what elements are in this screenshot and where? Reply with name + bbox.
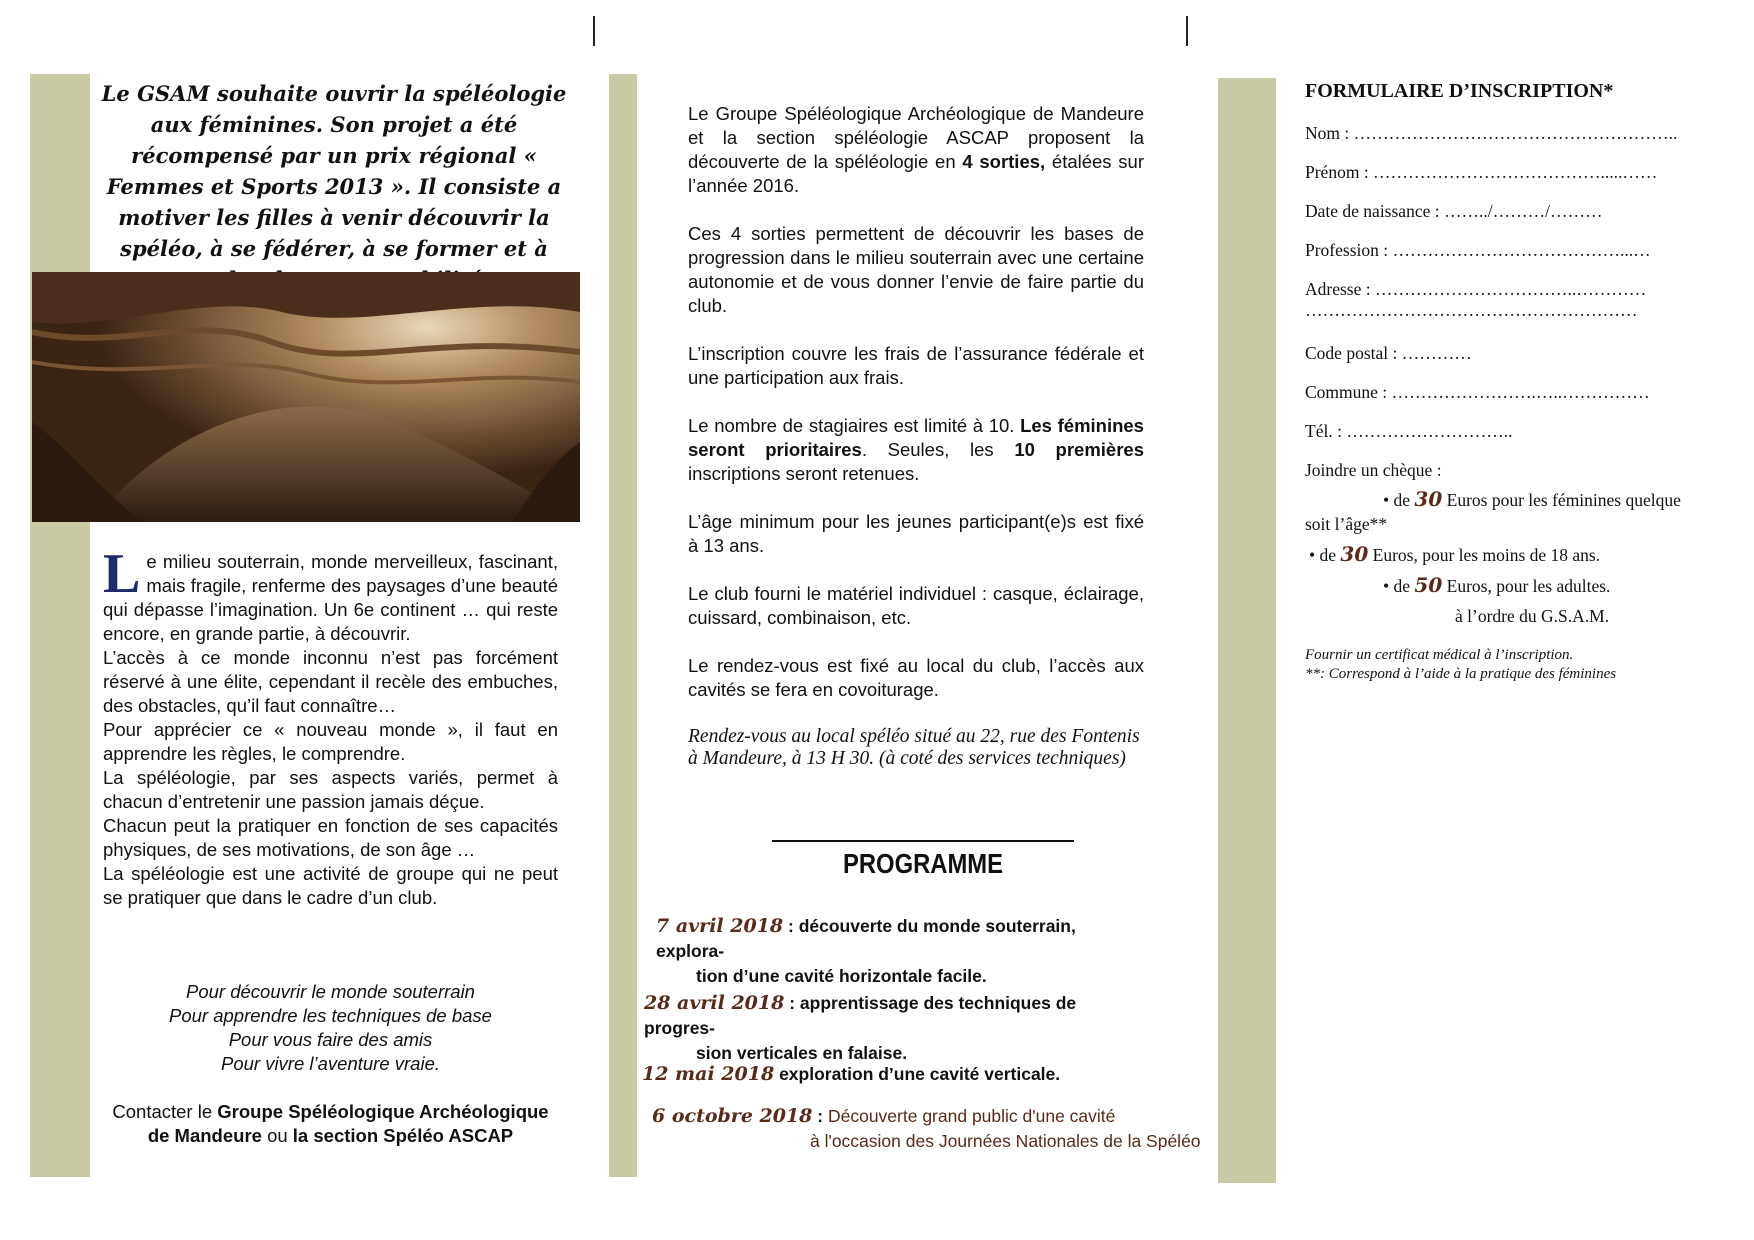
- presentation-paragraph-1: [688, 102, 1144, 198]
- adresse-line-1: Adresse : ……………………………..…………: [1305, 279, 1647, 299]
- programme-sep: :: [812, 1106, 828, 1126]
- presentation-paragraph-7: Le rendez-vous est fixé au local du club, l’accès aux cavités se fera en covoiturage.: [688, 655, 1144, 700]
- slogan-line: Pour vivre l’aventure vraie.: [220, 1053, 440, 1074]
- programme-date: 7 avril 2018: [656, 915, 784, 937]
- cheque-text-cont: soit l’âge**: [1305, 514, 1388, 534]
- note-certificat: Fournir un certificat médical à l’inscription.: [1305, 647, 1574, 663]
- programme-item-4: [652, 1104, 1222, 1154]
- milieu-p1: e milieu souterrain, monde merveilleux, fascinant, mais fragile, renferme des paysages d’une beauté qui dépasse l’imagination. Un 6e continent … qui reste encore, en grande partie, à découvrir.: [103, 551, 558, 644]
- cave-photo: [32, 272, 580, 522]
- programme-sep: :: [783, 916, 799, 936]
- programme-desc-cont: sion verticales en falaise.: [696, 1043, 908, 1063]
- cheque-ordre: à l’ordre du G.S.A.M.: [1455, 606, 1610, 626]
- programme-item-3: [642, 1062, 1122, 1087]
- nom-field[interactable]: Nom : ………………………………………………..: [1305, 123, 1678, 143]
- programme-item-2: [644, 991, 1124, 1066]
- cheque-option-moins-18: [1305, 542, 1725, 567]
- programme-date: 6 octobre 2018: [652, 1105, 813, 1127]
- cheque-intro: Joindre un chèque :: [1305, 460, 1442, 480]
- milieu-paragraph-4: La spéléologie, par ses aspects variés, permet à chacun d’entretenir une passion jamais déçue.: [103, 767, 558, 812]
- presentation-p4e: inscriptions seront retenues.: [688, 463, 920, 484]
- programme-sep: :: [784, 993, 800, 1013]
- fold-mark-right: [1186, 16, 1188, 46]
- cheque-text: Euros, pour les adultes.: [1442, 576, 1611, 596]
- contact-prefix: Contacter le: [112, 1101, 218, 1122]
- bullet: • de: [1383, 490, 1415, 510]
- programme-date: 28 avril 2018: [644, 992, 785, 1014]
- slogan-line: Pour découvrir le monde souterrain: [186, 981, 475, 1002]
- milieu-text: [103, 543, 558, 910]
- programme-desc: Découverte grand public d'une cavité: [827, 1106, 1116, 1126]
- programme-desc: découverte du monde souterrain, explora-: [656, 916, 1076, 961]
- presentation-p1b: 4 sorties,: [962, 151, 1046, 172]
- form-title: FORMULAIRE D’INSCRIPTION*: [1305, 80, 1614, 102]
- programme-date: 12 mai 2018: [642, 1063, 775, 1085]
- tel-field[interactable]: Tél. : ………………………..: [1305, 421, 1513, 441]
- programme-rule: [772, 840, 1074, 842]
- presentation-paragraph-3: L’inscription couvre les frais de l’assurance fédérale et une participation aux frais.: [688, 343, 1144, 388]
- presentation-p4c: . Seules, les: [861, 439, 1015, 460]
- prenom-field[interactable]: Prénom : ………………………………….....……: [1305, 162, 1658, 182]
- form-notes: [1305, 646, 1725, 684]
- bullet: • de: [1309, 545, 1341, 565]
- profession-field[interactable]: Profession : …………………………………...…: [1305, 240, 1651, 260]
- adresse-line-2: …………………………………………………: [1305, 300, 1638, 320]
- note-aide: **: Correspond à l’aide à la pratique des féminines: [1305, 666, 1617, 682]
- presentation-paragraph-2: Ces 4 sorties permettent de découvrir les bases de progression dans le milieu souterrain avec une certaine autonomie et de vous donner l’envie de faire partie du club.: [688, 223, 1144, 316]
- milieu-paragraph-6: La spéléologie est une activité de groupe qui ne peut se pratiquer que dans le cadre d’un club.: [103, 863, 558, 908]
- contact-section: la section Spéléo ASCAP: [292, 1125, 514, 1146]
- programme-desc: apprentissage des techniques de progres-: [644, 993, 1077, 1038]
- programme-item-1: [656, 914, 1136, 989]
- contact-or: ou: [261, 1125, 293, 1146]
- naissance-field[interactable]: Date de naissance : ……../………/………: [1305, 201, 1603, 221]
- presentation-p1a: Le Groupe Spéléologique Archéologique de Mandeure et la section spéléologie ASCAP proposent la découverte de la spéléologie en: [688, 103, 1144, 172]
- contact-group: Groupe Spéléologique Archéologique de Mandeure: [147, 1101, 549, 1146]
- column1-bar: [30, 74, 90, 1177]
- amount: 30: [1414, 487, 1443, 511]
- presentation-paragraph-4: [688, 414, 1144, 486]
- milieu-paragraph-2: L’accès à ce monde inconnu n’est pas forcément réservé à une élite, cependant il recèle des embuches, des obstacles, qu’il faut connaître…: [103, 647, 558, 716]
- cheque-option-feminines: [1305, 487, 1725, 536]
- contact-text: [103, 1100, 558, 1148]
- cave-photo-icon: [32, 272, 580, 522]
- commune-field[interactable]: Commune : …………………….…..……………: [1305, 382, 1650, 402]
- programme-desc-cont: à l'occasion des Journées Nationales de la Spéléo: [810, 1131, 1201, 1151]
- presentation-paragraph-5: L’âge minimum pour les jeunes participant(e)s est fixé à 13 ans.: [688, 511, 1144, 556]
- milieu-paragraph-3: Pour apprécier ce « nouveau monde », il faut en apprendre les règles, le comprendre.: [103, 719, 558, 764]
- slogan-line: Pour vous faire des amis: [228, 1029, 433, 1050]
- programme-desc: exploration d’une cavité verticale.: [779, 1064, 1061, 1084]
- presentation-p1c: étalées sur l’année 2016.: [688, 151, 1144, 196]
- drop-cap: L: [103, 543, 141, 605]
- cheque-text: Euros, pour les moins de 18 ans.: [1368, 545, 1601, 565]
- column2-bar: [609, 74, 637, 1177]
- slogans: [103, 980, 558, 1076]
- fold-mark-left: [593, 16, 595, 46]
- code-postal-field[interactable]: Code postal : …………: [1305, 343, 1472, 363]
- adresse-field[interactable]: [1305, 279, 1725, 321]
- amount: 30: [1340, 542, 1369, 566]
- programme-title: PROGRAMME: [842, 848, 1003, 879]
- presentation-p4b: Les féminines seront prioritaires: [688, 415, 1144, 460]
- programme-desc-cont: tion d’une cavité horizontale facile.: [696, 966, 987, 986]
- inscription-form: [1305, 80, 1725, 684]
- rendezvous-text: Rendez-vous au local spéléo situé au 22, rue des Fontenis à Mandeure, à 13 H 30. (à coté des services techniques): [688, 726, 1140, 769]
- milieu-paragraph-5: Chacun peut la pratiquer en fonction de ses capacités physiques, de ses motivations, de son âge …: [103, 815, 558, 860]
- presentation-p4d: 10 premières: [1014, 439, 1144, 460]
- column3-bar: [1218, 78, 1276, 1183]
- slogan-line: Pour apprendre les techniques de base: [169, 1005, 492, 1026]
- milieu-paragraph-1: [103, 543, 558, 646]
- intro-text: Le GSAM souhaite ouvrir la spéléologie aux féminines. Son projet a été récompensé par un prix régional « Femmes et Sports 2013 ». Il consiste a motiver les filles à venir découvrir la spéléo, à se fédérer, à se former et à: [101, 81, 567, 261]
- amount: 50: [1414, 573, 1443, 597]
- presentation-text: [688, 102, 1144, 794]
- bullet: • de: [1383, 576, 1415, 596]
- presentation-p4a: Le nombre de stagiaires est limité à 10.: [688, 415, 1021, 436]
- cheque-text: Euros pour les féminines quelque: [1442, 490, 1681, 510]
- presentation-paragraph-6: Le club fourni le matériel individuel : casque, éclairage, cuissard, combinaison, etc.: [688, 583, 1144, 628]
- cheque-option-adultes: [1305, 573, 1725, 598]
